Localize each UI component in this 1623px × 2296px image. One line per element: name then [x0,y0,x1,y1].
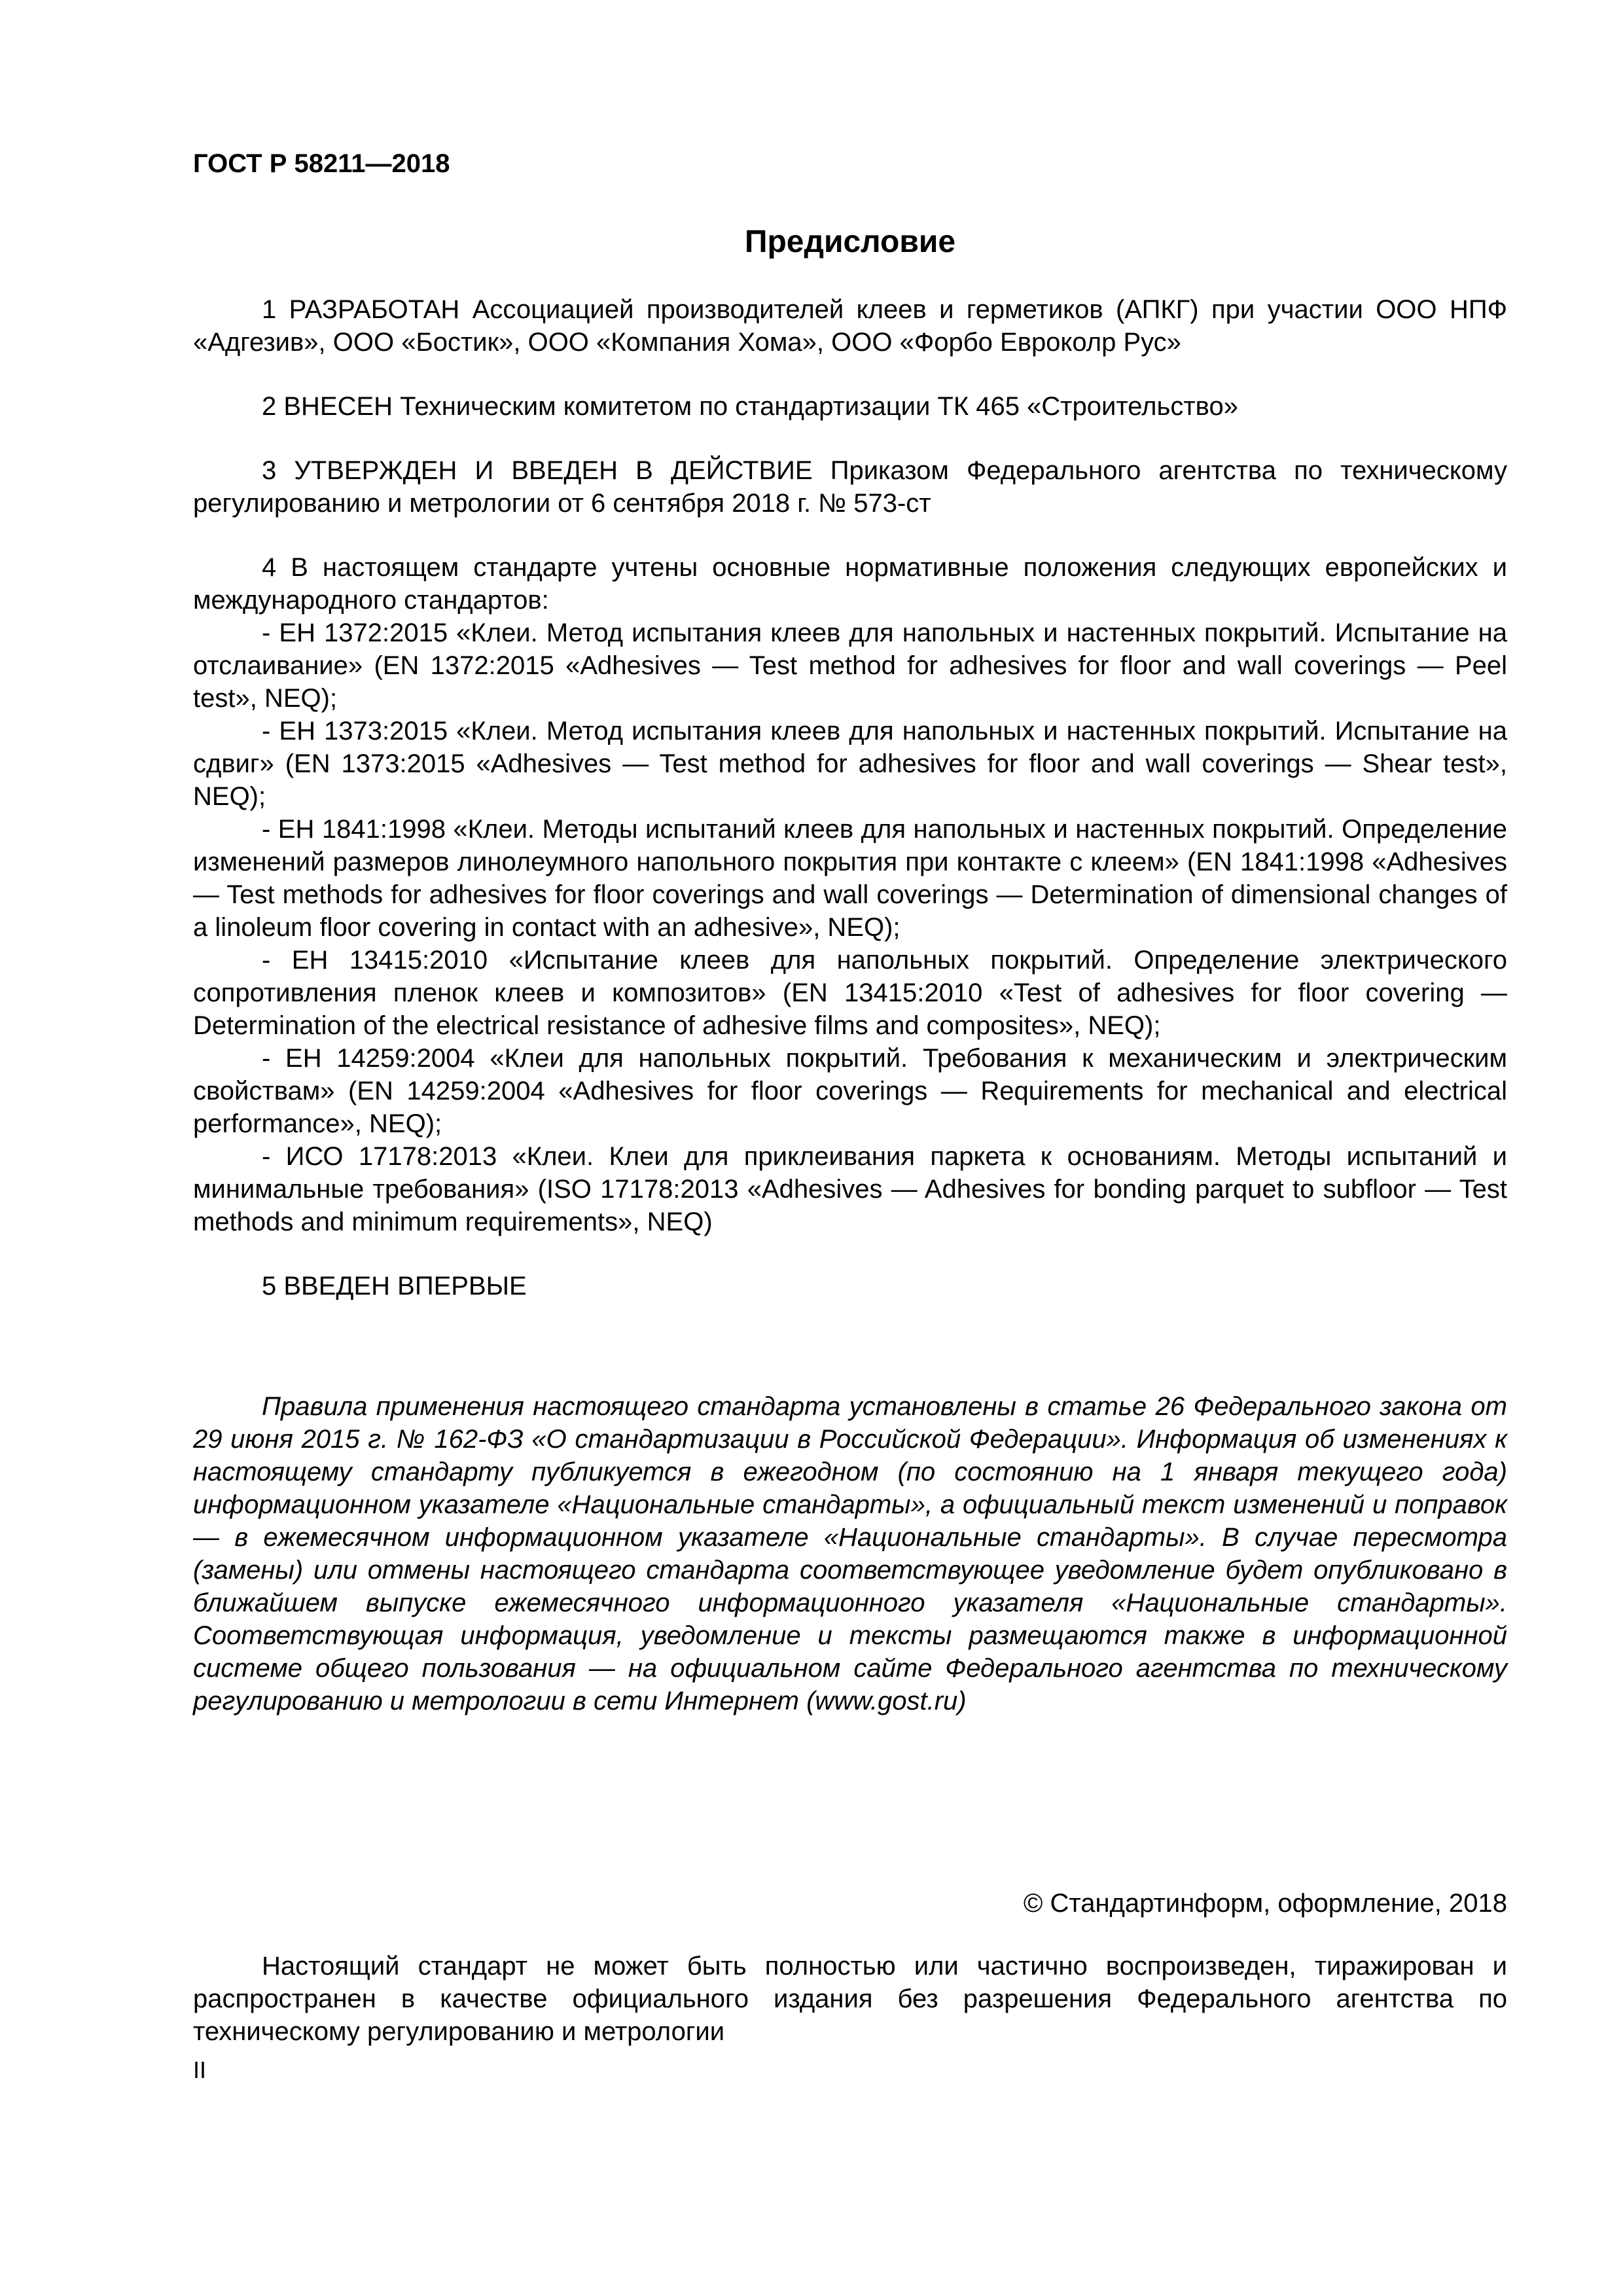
preface-paragraph-4-intro: 4 В настоящем стандарте учтены основные нормативные положения следующих европейских и международного стандартов: [193,553,1507,615]
standard-list-item: - ЕН 13415:2010 «Испытание клеев для напольных покрытий. Определение электрического сопротивления пленок клеев и композитов» (EN 13415:2010 «Test of adhesives for floor covering — Determination of the electrical resistance of adhesive films and composites», NEQ); [193,946,1507,1040]
standard-list-item: - ЕН 14259:2004 «Клеи для напольных покрытий. Требования к механическим и электрическим свойствам» (EN 14259:2004 «Adhesives for floor coverings — Requirements for mechanical and electrical performance», NEQ); [193,1044,1507,1138]
preface-body [193,293,1507,1334]
preface-paragraph-3: 3 УТВЕРЖДЕН И ВВЕДЕН В ДЕЙСТВИЕ Приказом Федерального агентства по техническому регулированию и метрологии от 6 сентября 2018 г. № 573-ст [193,456,1507,518]
page-number: II [193,2056,207,2083]
standard-list-item: - ЕН 1373:2015 «Клеи. Метод испытания клеев для напольных и настенных покрытий. Испытание на сдвиг» (EN 1373:2015 «Adhesives — Test method for adhesives for floor and wall coverings — Shear test», NEQ); [193,717,1507,811]
application-rules-notice: Правила применения настоящего стандарта установлены в статье 26 Федерального закона от 29 июня 2015 г. № 162-ФЗ «О стандартизации в Российской Федерации». Информация об изменениях к настоящему стандарту публикуется в ежегодном (по состоянию на 1 января текущего года) информационном указателе «Национальные стандарты», а официальный текст изменений и поправок — в ежемесячном информационном указателе «Национальные стандарты». В случае пересмотра (замены) или отмены настоящего стандарта соответствующее уведомление будет опубликовано в ближайшем выпуске ежемесячного информационного указателя «Национальные стандарты». Соответствующая информация, уведомление и тексты размещаются также в информационной системе общего пользования — на официальном сайте Федерального агентства по техническому регулированию и метрологии в сети Интернет (www.gost.ru) [193,1392,1507,1715]
preface-paragraph-2: 2 ВНЕСЕН Техническим комитетом по стандартизации ТК 465 «Строительство» [262,392,1238,421]
document-code: ГОСТ Р 58211—2018 [193,149,450,178]
copyright-line: © Стандартинформ, оформление, 2018 [1023,1889,1507,1918]
standard-list-item: - ЕН 1372:2015 «Клеи. Метод испытания клеев для напольных и настенных покрытий. Испытание на отслаивание» (EN 1372:2015 «Adhesives — Test method for adhesives for floor and wall coverings — Peel test», NEQ); [193,619,1507,713]
page-title: Предисловие [744,224,956,259]
preface-paragraph-5: 5 ВВЕДЕН ВПЕРВЫЕ [262,1272,527,1300]
preface-paragraph-1: 1 РАЗРАБОТАН Ассоциацией производителей клеев и герметиков (АПКГ) при участии ООО НПФ «Адгезив», ООО «Бостик», ООО «Компания Хома», ООО «Форбо Евроколр Рус» [193,295,1507,357]
standard-list-item: - ЕН 1841:1998 «Клеи. Методы испытаний клеев для напольных и настенных покрытий. Определение изменений размеров линолеумного напольного покрытия при контакте с клеем» (EN 1841:1998 «Adhesives — Test methods for adhesives for floor coverings and wall coverings — Determination of dimensional changes of a linoleum floor covering in contact with an adhesive», NEQ); [193,815,1507,942]
document-page [193,0,1507,2296]
standard-list-item: - ИСО 17178:2013 «Клеи. Клеи для приклеивания паркета к основаниям. Методы испытаний и минимальные требования» (ISO 17178:2013 «Adhesives — Adhesives for bonding parquet to subfloor — Test methods and minimum requirements», NEQ) [193,1142,1507,1236]
reproduction-notice: Настоящий стандарт не может быть полностью или частично воспроизведен, тиражирован и распространен в качестве официального издания без разрешения Федерального агентства по техническому регулированию и метрологии [193,1952,1507,2046]
